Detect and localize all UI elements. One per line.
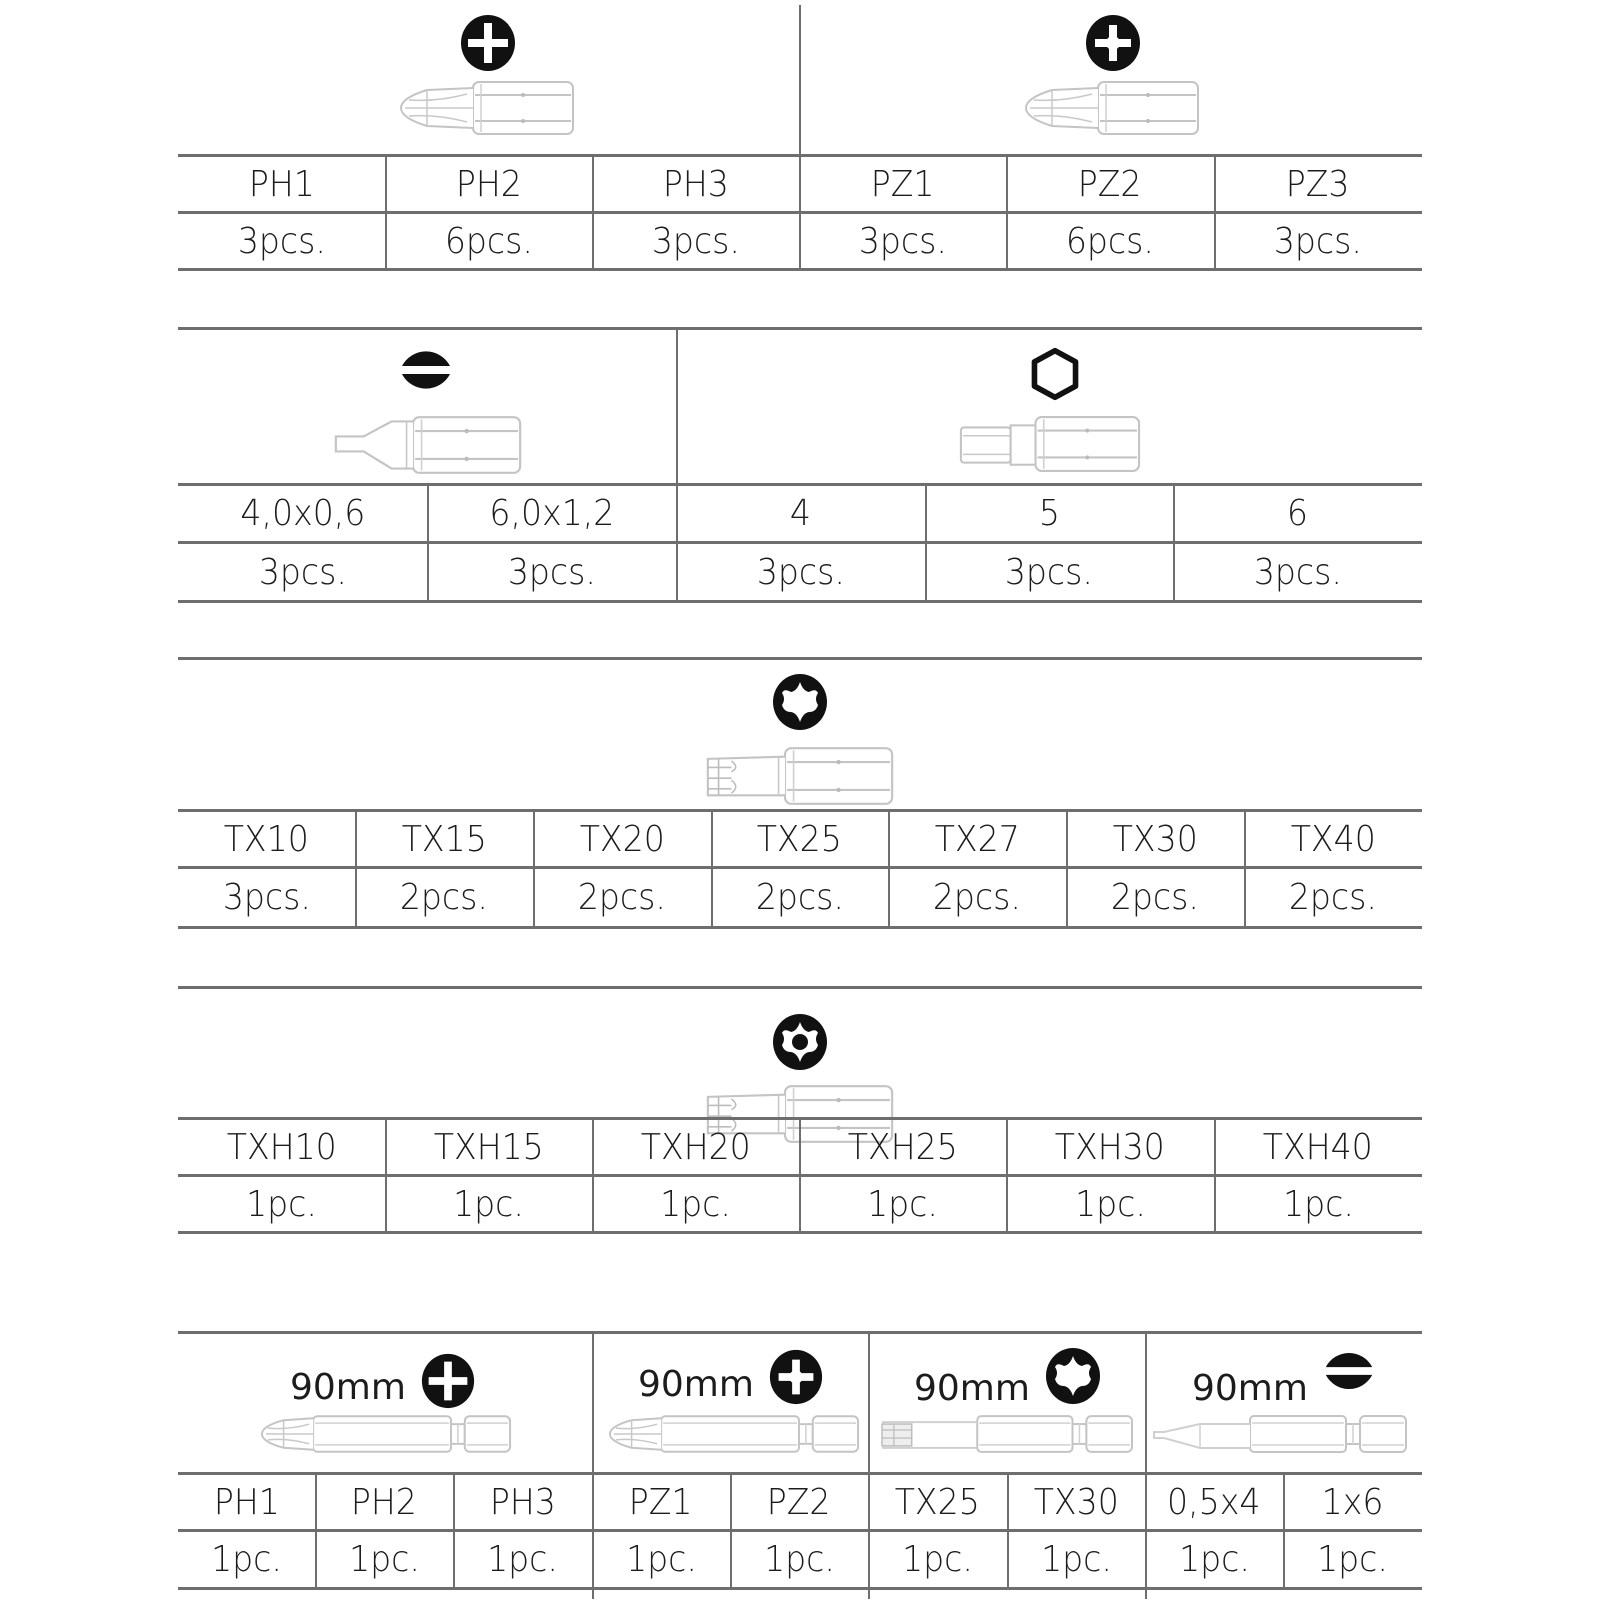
quantity-cell: 3pcs. bbox=[258, 551, 347, 593]
size-cell: PZ1 bbox=[629, 1481, 693, 1523]
size-cell: TX25 bbox=[756, 818, 843, 860]
size-cell: 0,5x4 bbox=[1167, 1481, 1261, 1523]
length-label: 90mm bbox=[1192, 1368, 1308, 1409]
size-cell: TX30 bbox=[1112, 818, 1198, 860]
size-cell: TX20 bbox=[579, 818, 665, 860]
quantity-cell: 2pcs. bbox=[755, 877, 844, 918]
torx-bit-drawing bbox=[700, 746, 900, 806]
phillips-long-bit-drawing bbox=[258, 1412, 514, 1456]
quantity-cell: 1pc. bbox=[902, 1539, 973, 1580]
quantity-cell: 1pc. bbox=[1317, 1539, 1388, 1580]
quantity-cell: 1pc. bbox=[1074, 1183, 1146, 1225]
size-cell: TX40 bbox=[1290, 818, 1376, 860]
size-cell: PH2 bbox=[455, 163, 522, 205]
quantity-cell: 3pcs. bbox=[1253, 551, 1342, 593]
quantity-cell: 1pc. bbox=[348, 1539, 420, 1580]
quantity-cell: 3pcs. bbox=[507, 551, 596, 593]
size-cell: 1x6 bbox=[1321, 1481, 1384, 1523]
size-cell: TXH25 bbox=[847, 1126, 958, 1168]
size-cell: PZ3 bbox=[1286, 163, 1350, 205]
size-cell: 6,0x1,2 bbox=[489, 493, 614, 534]
size-cell: TXH30 bbox=[1055, 1126, 1165, 1168]
quantity-cell: 3pcs. bbox=[858, 220, 947, 262]
quantity-cell: 1pc. bbox=[453, 1183, 524, 1225]
size-cell: PH1 bbox=[248, 163, 315, 205]
quantity-cell: 1pc. bbox=[867, 1183, 938, 1225]
quantity-cell: 1pc. bbox=[1040, 1539, 1112, 1580]
torx-icon bbox=[770, 672, 830, 732]
size-cell: TXH20 bbox=[640, 1126, 751, 1168]
pozidriv-icon bbox=[1083, 13, 1143, 73]
slotted-icon bbox=[396, 340, 456, 400]
quantity-cell: 1pc. bbox=[1282, 1183, 1354, 1225]
divider bbox=[178, 600, 1422, 603]
slotted-icon bbox=[1320, 1342, 1378, 1400]
quantity-cell: 3pcs. bbox=[1273, 220, 1363, 262]
slotted-bit-drawing bbox=[328, 415, 528, 475]
quantity-cell: 3pcs. bbox=[222, 877, 311, 918]
size-cell: PH2 bbox=[351, 1481, 417, 1523]
size-cell: TX30 bbox=[1033, 1481, 1119, 1523]
slotted-long-bit-drawing bbox=[1150, 1412, 1410, 1456]
size-cell: 4 bbox=[789, 493, 812, 534]
divider bbox=[178, 657, 1422, 660]
size-cell: TXH40 bbox=[1263, 1126, 1373, 1168]
hex-icon bbox=[1027, 346, 1083, 402]
size-cell: PZ2 bbox=[1078, 163, 1142, 205]
quantity-cell: 6pcs. bbox=[444, 220, 533, 262]
size-cell: TXH10 bbox=[226, 1126, 337, 1168]
quantity-cell: 1pc. bbox=[625, 1539, 697, 1580]
length-label: 90mm bbox=[638, 1364, 754, 1405]
size-cell: TX10 bbox=[223, 818, 310, 860]
length-label: 90mm bbox=[290, 1367, 406, 1408]
quantity-cell: 3pcs. bbox=[651, 220, 740, 262]
size-cell: TXH15 bbox=[433, 1126, 544, 1168]
size-cell: TX27 bbox=[934, 818, 1020, 860]
divider bbox=[178, 1331, 1422, 1334]
size-cell: 5 bbox=[1038, 493, 1060, 534]
quantity-cell: 3pcs. bbox=[237, 220, 326, 262]
torx-long-bit-drawing bbox=[878, 1412, 1136, 1456]
pozidriv-bit-drawing bbox=[1022, 80, 1202, 136]
divider bbox=[178, 926, 1422, 929]
pozidriv-icon bbox=[767, 1348, 825, 1406]
torx-icon bbox=[1043, 1346, 1103, 1406]
torx-tamper-icon bbox=[770, 1012, 830, 1072]
quantity-cell: 1pc. bbox=[487, 1539, 558, 1580]
size-cell: PH3 bbox=[489, 1481, 556, 1523]
hex-bit-drawing bbox=[955, 415, 1145, 473]
quantity-cell: 2pcs. bbox=[1288, 877, 1378, 918]
phillips-bit-drawing bbox=[397, 80, 577, 136]
quantity-cell: 6pcs. bbox=[1065, 220, 1155, 262]
size-cell: 4,0x0,6 bbox=[240, 493, 365, 534]
quantity-cell: 2pcs. bbox=[932, 877, 1022, 918]
quantity-cell: 2pcs. bbox=[1110, 877, 1200, 918]
divider bbox=[178, 268, 1422, 271]
size-cell: PZ1 bbox=[870, 163, 935, 205]
size-cell: PH1 bbox=[213, 1481, 280, 1523]
length-label: 90mm bbox=[914, 1368, 1030, 1409]
quantity-cell: 2pcs. bbox=[577, 877, 667, 918]
quantity-cell: 3pcs. bbox=[1004, 551, 1094, 593]
quantity-cell: 2pcs. bbox=[399, 877, 489, 918]
quantity-cell: 1pc. bbox=[1178, 1539, 1250, 1580]
pozidriv-long-bit-drawing bbox=[606, 1412, 862, 1456]
phillips-icon bbox=[458, 13, 518, 73]
divider bbox=[178, 986, 1422, 989]
phillips-icon bbox=[419, 1352, 477, 1410]
divider bbox=[178, 1587, 1422, 1590]
size-cell: PZ2 bbox=[767, 1481, 831, 1523]
quantity-cell: 1pc. bbox=[763, 1539, 835, 1580]
quantity-cell: 3pcs. bbox=[756, 551, 845, 593]
quantity-cell: 1pc. bbox=[211, 1539, 282, 1580]
divider bbox=[178, 327, 1422, 330]
size-cell: PH3 bbox=[662, 163, 729, 205]
size-cell: 6 bbox=[1286, 493, 1309, 534]
quantity-cell: 1pc. bbox=[660, 1183, 731, 1225]
size-cell: TX25 bbox=[894, 1481, 981, 1523]
quantity-cell: 1pc. bbox=[246, 1183, 317, 1225]
size-cell: TX15 bbox=[401, 818, 487, 860]
